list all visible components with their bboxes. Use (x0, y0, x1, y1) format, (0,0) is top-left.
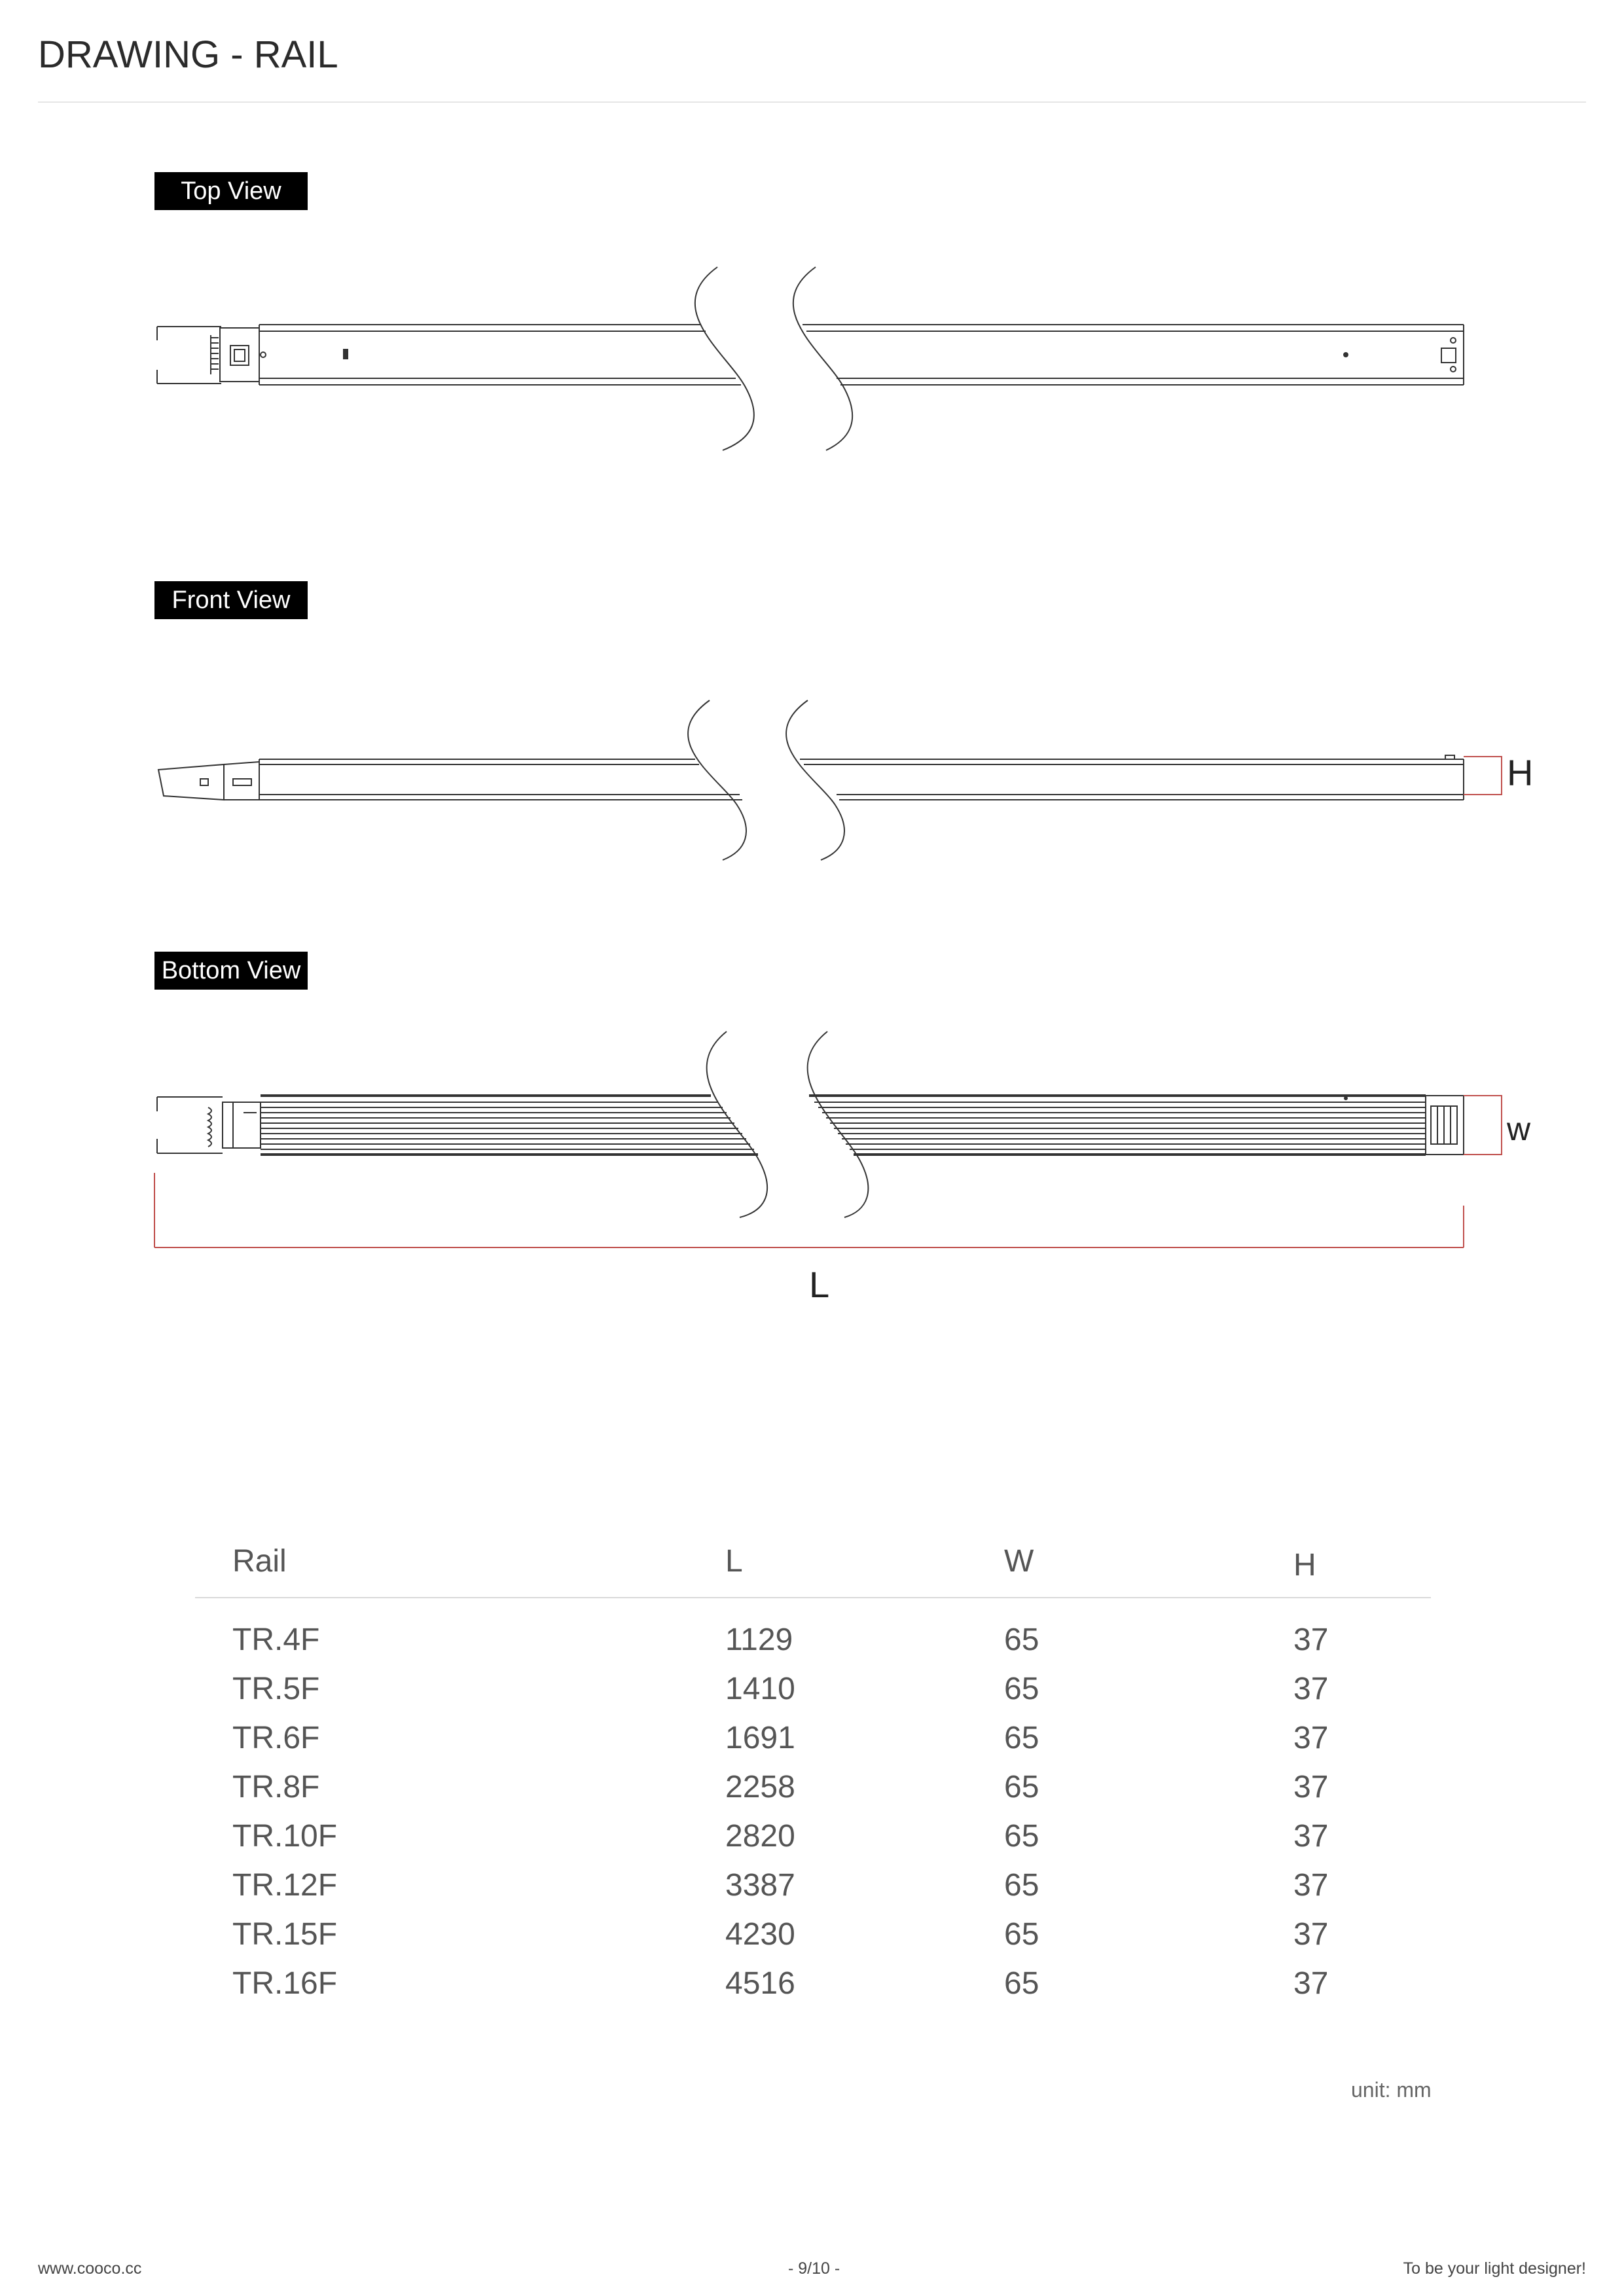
cell-h: 37 (1293, 1917, 1329, 1952)
table-row (195, 1965, 1431, 2015)
cell-h: 37 (1293, 1868, 1329, 1903)
table-row (195, 1916, 1431, 1965)
length-dimension-label: L (809, 1264, 830, 1305)
bottom-view-label: Bottom View (154, 952, 308, 990)
cell-w: 65 (1004, 1672, 1039, 1706)
cell-model: TR.6F (232, 1721, 320, 1755)
page-title: DRAWING - RAIL (38, 33, 338, 76)
spec-table (195, 1532, 1431, 2015)
front-view-label: Front View (154, 581, 308, 619)
cell-h: 37 (1293, 1721, 1329, 1755)
cell-l: 4230 (725, 1917, 795, 1952)
header-l: L (725, 1544, 743, 1579)
cell-model: TR.15F (232, 1917, 338, 1952)
cell-h: 37 (1293, 1770, 1329, 1804)
header-w: W (1004, 1544, 1034, 1579)
cell-l: 3387 (725, 1868, 795, 1903)
h-dimension-bracket (1464, 757, 1502, 795)
cell-w: 65 (1004, 1721, 1039, 1755)
cell-h: 37 (1293, 1672, 1329, 1706)
cell-l: 1410 (725, 1672, 795, 1706)
footer-page-number: - 9/10 - (788, 2259, 840, 2278)
cell-w: 65 (1004, 1623, 1039, 1657)
cell-l: 2258 (725, 1770, 795, 1804)
header-rail: Rail (232, 1544, 287, 1579)
rail-ribs-right (809, 1096, 1426, 1155)
dimension-lines (154, 757, 1502, 1247)
table-row (195, 1818, 1431, 1867)
table-header (195, 1532, 1431, 1598)
cell-l: 1691 (725, 1721, 795, 1755)
table-row (195, 1720, 1431, 1769)
rail-ribs-left (261, 1096, 758, 1155)
front-view-drawing (158, 700, 1464, 860)
top-view-drawing (157, 267, 1464, 450)
cell-w: 65 (1004, 1819, 1039, 1854)
cell-l: 2820 (725, 1819, 795, 1854)
w-dimension-bracket (1464, 1096, 1502, 1155)
footer-website: www.cooco.cc (38, 2259, 142, 2278)
cell-model: TR.10F (232, 1819, 338, 1854)
cell-model: TR.5F (232, 1672, 320, 1706)
cell-w: 65 (1004, 1917, 1039, 1952)
height-dimension-label: H (1507, 752, 1534, 793)
table-row (195, 1867, 1431, 1916)
top-view-label: Top View (154, 172, 308, 210)
cell-model: TR.16F (232, 1966, 338, 2001)
cell-w: 65 (1004, 1868, 1039, 1903)
cell-h: 37 (1293, 1819, 1329, 1854)
cell-h: 37 (1293, 1966, 1329, 2001)
table-body (195, 1622, 1431, 2015)
cell-w: 65 (1004, 1966, 1039, 2001)
table-row (195, 1769, 1431, 1818)
bottom-view-drawing (157, 1031, 1464, 1217)
cell-h: 37 (1293, 1623, 1329, 1657)
cell-model: TR.4F (232, 1623, 320, 1657)
header-h: H (1293, 1548, 1316, 1583)
cell-l: 4516 (725, 1966, 795, 2001)
cell-model: TR.12F (232, 1868, 338, 1903)
cell-l: 1129 (725, 1623, 793, 1657)
table-row (195, 1671, 1431, 1720)
footer-slogan: To be your light designer! (1403, 2259, 1586, 2278)
cell-w: 65 (1004, 1770, 1039, 1804)
width-dimension-label: w (1507, 1111, 1531, 1147)
cell-model: TR.8F (232, 1770, 320, 1804)
table-row (195, 1622, 1431, 1671)
unit-note: unit: mm (1351, 2078, 1432, 2102)
